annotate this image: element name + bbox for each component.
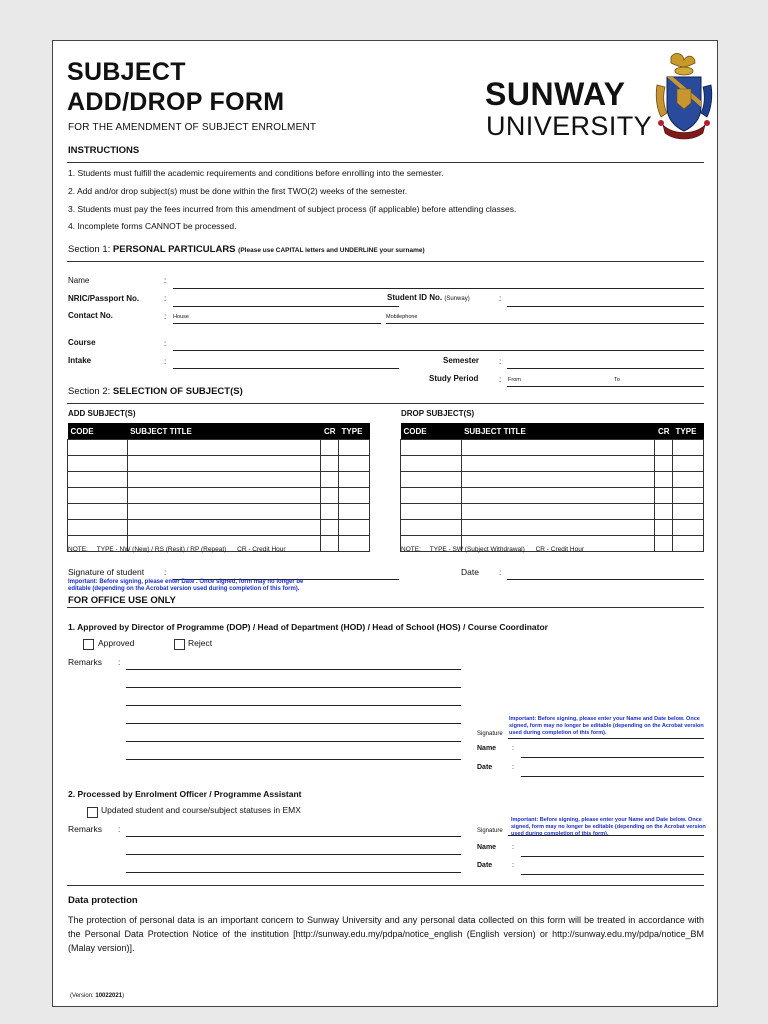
table-row bbox=[68, 472, 370, 488]
colon: : bbox=[499, 294, 502, 303]
column-header-type: TYPE bbox=[339, 423, 370, 440]
instruction-4: 4. Incomplete forms CANNOT be processed. bbox=[68, 221, 237, 231]
column-header-cr: CR bbox=[655, 423, 673, 440]
code-cell[interactable] bbox=[68, 456, 128, 472]
house-phone-field[interactable] bbox=[173, 323, 381, 324]
subject-title-cell[interactable] bbox=[461, 488, 655, 504]
student-important-note: Important: Before signing, please enter Date . Once signed, form may no longer be editable (depending on the Acrobat version used during completion of this form). bbox=[68, 579, 304, 592]
table-row bbox=[401, 520, 704, 536]
section1-prefix: Section 1: bbox=[68, 244, 113, 255]
approver-important-note: Important: Before signing, please enter your Name and Date below. Once signed, form may no longer be editable (depending on the Acrobat version used during completion of this form). bbox=[509, 716, 704, 736]
section2-prefix: Section 2: bbox=[68, 386, 113, 397]
table-row bbox=[401, 504, 704, 520]
form-sheet bbox=[52, 40, 718, 1007]
subject-title-cell[interactable] bbox=[461, 520, 655, 536]
colon: : bbox=[164, 339, 167, 348]
colon: : bbox=[512, 844, 514, 851]
remarks-1-line[interactable] bbox=[126, 705, 461, 706]
divider bbox=[67, 403, 704, 404]
column-header-subject-title: SUBJECT TITLE bbox=[127, 423, 321, 440]
form-title-line2: ADD/DROP FORM bbox=[67, 88, 285, 116]
table-row bbox=[68, 520, 370, 536]
cr-cell[interactable] bbox=[321, 472, 339, 488]
contact-label: Contact No. bbox=[68, 311, 113, 320]
add-subjects-table bbox=[67, 423, 370, 552]
mobile-label: Mobilephone bbox=[386, 314, 418, 320]
divider bbox=[67, 885, 704, 886]
approver-name-label: Name bbox=[477, 745, 497, 752]
code-cell[interactable] bbox=[401, 472, 462, 488]
approver-signature-label: Signature bbox=[477, 731, 503, 737]
student-id-label bbox=[387, 293, 470, 302]
intake-field[interactable] bbox=[173, 368, 399, 369]
student-id-note: (Sunway) bbox=[444, 296, 470, 302]
subject-title-cell[interactable] bbox=[127, 504, 321, 520]
section1-heading bbox=[68, 244, 425, 255]
instruction-1: 1. Students must fulfill the academic requirements and conditions before enrolling into the semester. bbox=[68, 168, 444, 178]
subject-title-cell[interactable] bbox=[127, 488, 321, 504]
type-cell[interactable] bbox=[673, 472, 704, 488]
type-cell[interactable] bbox=[673, 504, 704, 520]
cr-cell[interactable] bbox=[655, 440, 673, 456]
processor-name-label: Name bbox=[477, 844, 497, 851]
course-field[interactable] bbox=[173, 350, 704, 351]
cr-cell[interactable] bbox=[655, 472, 673, 488]
updated-emx-label: Updated student and course/subject statuses in EMX bbox=[101, 805, 301, 815]
student-date-field[interactable] bbox=[507, 579, 704, 580]
remarks-1-line[interactable] bbox=[126, 759, 461, 760]
semester-label: Semester bbox=[443, 356, 480, 365]
code-cell[interactable] bbox=[401, 520, 462, 536]
add-subjects-heading: ADD SUBJECT(S) bbox=[68, 409, 136, 418]
cr-cell[interactable] bbox=[321, 440, 339, 456]
subject-title-cell[interactable] bbox=[461, 504, 655, 520]
divider bbox=[67, 607, 704, 608]
mobile-phone-field[interactable] bbox=[386, 323, 704, 324]
section1-note: (Please use CAPITAL letters and UNDERLINE your surname) bbox=[238, 247, 425, 254]
type-cell[interactable] bbox=[339, 536, 370, 552]
student-id-field[interactable] bbox=[507, 306, 704, 307]
office-use-heading: FOR OFFICE USE ONLY bbox=[68, 595, 176, 606]
section1-title: PERSONAL PARTICULARS bbox=[112, 244, 236, 255]
logo-word-sunway: SUNWAY bbox=[485, 76, 626, 112]
type-cell[interactable] bbox=[339, 440, 370, 456]
type-cell[interactable] bbox=[339, 504, 370, 520]
remarks-1-line[interactable] bbox=[126, 687, 461, 688]
student-signature-label: Signature of student bbox=[68, 567, 145, 577]
colon: : bbox=[118, 658, 121, 667]
processor-important-note: Important: Before signing, please enter your Name and Date below. Once signed, form may no longer be editable (depending on the Acrobat version used during completion of this form). bbox=[511, 817, 706, 837]
table-row bbox=[401, 488, 704, 504]
study-period-label: Study Period bbox=[429, 374, 479, 383]
subject-title-cell[interactable] bbox=[461, 456, 655, 472]
approver-date-label: Date bbox=[477, 764, 493, 771]
subject-title-cell[interactable] bbox=[127, 520, 321, 536]
cr-cell[interactable] bbox=[655, 456, 673, 472]
table-row bbox=[68, 440, 370, 456]
logo-word-university: UNIVERSITY bbox=[486, 111, 653, 141]
table-row bbox=[401, 472, 704, 488]
remarks-label-2: Remarks bbox=[68, 824, 103, 834]
remarks-1-line[interactable] bbox=[126, 669, 461, 670]
cr-cell[interactable] bbox=[321, 504, 339, 520]
type-cell[interactable] bbox=[673, 520, 704, 536]
processor-name-field[interactable] bbox=[521, 856, 704, 857]
student-id-text: Student ID No. bbox=[387, 293, 443, 302]
approver-date-field[interactable] bbox=[521, 776, 704, 777]
approver-name-field[interactable] bbox=[521, 757, 704, 758]
processor-date-field[interactable] bbox=[521, 874, 704, 875]
subject-title-cell[interactable] bbox=[127, 440, 321, 456]
table-row bbox=[68, 504, 370, 520]
cr-cell[interactable] bbox=[321, 520, 339, 536]
subject-title-cell[interactable] bbox=[127, 472, 321, 488]
version-suffix: ) bbox=[122, 993, 125, 999]
cr-cell[interactable] bbox=[321, 456, 339, 472]
instruction-3: 3. Students must pay the fees incurred from this amendment of subject process (if applicable) before attending classes. bbox=[68, 204, 517, 214]
drop-table-note: NOTE: TYPE - SW (Subject Withdrawal) CR - Credit Hour bbox=[401, 546, 584, 553]
updated-emx-checkbox[interactable] bbox=[87, 807, 98, 818]
code-cell[interactable] bbox=[68, 520, 128, 536]
instructions-heading: INSTRUCTIONS bbox=[68, 145, 140, 156]
type-cell[interactable] bbox=[339, 456, 370, 472]
colon: : bbox=[164, 294, 167, 303]
colon: : bbox=[499, 357, 502, 366]
to-label: To bbox=[614, 377, 620, 383]
cr-cell[interactable] bbox=[655, 520, 673, 536]
code-cell[interactable] bbox=[401, 488, 462, 504]
remarks-2-line[interactable] bbox=[126, 872, 461, 873]
colon: : bbox=[164, 568, 167, 577]
version-number: 10022021 bbox=[95, 993, 123, 999]
form-subtitle: FOR THE AMENDMENT OF SUBJECT ENROLMENT bbox=[68, 122, 317, 133]
type-cell[interactable] bbox=[673, 536, 704, 552]
colon: : bbox=[164, 276, 167, 285]
subject-title-cell[interactable] bbox=[461, 440, 655, 456]
code-cell[interactable] bbox=[68, 472, 128, 488]
processor-signature-field[interactable] bbox=[508, 835, 704, 836]
type-cell[interactable] bbox=[339, 472, 370, 488]
data-protection-heading: Data protection bbox=[68, 895, 138, 906]
subject-title-cell[interactable] bbox=[461, 472, 655, 488]
table-row bbox=[401, 440, 704, 456]
table-row bbox=[68, 456, 370, 472]
table-row bbox=[68, 488, 370, 504]
nric-field[interactable] bbox=[173, 306, 399, 307]
subject-title-cell[interactable] bbox=[127, 456, 321, 472]
reject-label: Reject bbox=[188, 638, 213, 648]
processed-heading: 2. Processed by Enrolment Officer / Programme Assistant bbox=[68, 789, 302, 799]
intake-label: Intake bbox=[68, 356, 92, 365]
code-cell[interactable] bbox=[401, 504, 462, 520]
name-label: Name bbox=[68, 276, 90, 285]
divider bbox=[67, 162, 704, 163]
student-date-label: Date bbox=[461, 567, 479, 577]
remarks-2-line[interactable] bbox=[126, 854, 461, 855]
column-header-code: CODE bbox=[68, 423, 128, 440]
type-cell[interactable] bbox=[339, 488, 370, 504]
colon: : bbox=[118, 825, 121, 834]
type-cell[interactable] bbox=[673, 456, 704, 472]
semester-field[interactable] bbox=[507, 368, 704, 369]
cr-cell[interactable] bbox=[655, 504, 673, 520]
code-cell[interactable] bbox=[68, 488, 128, 504]
approved-label: Approved bbox=[98, 638, 135, 648]
approver-signature-field[interactable] bbox=[508, 738, 704, 739]
data-protection-text: The protection of personal data is an important concern to Sunway University and any personal data collected on this form will be treated in accordance with the Personal Data Protection Notice of the institution [http://sunway.edu.my/pdpa/notice_english (English version) or http://sunway.edu.my/pdpa/notice_BM (Malay version)]. bbox=[68, 915, 704, 953]
name-field[interactable] bbox=[173, 288, 704, 289]
divider bbox=[67, 261, 704, 262]
type-cell[interactable] bbox=[673, 488, 704, 504]
colon: : bbox=[499, 568, 502, 577]
type-cell[interactable] bbox=[673, 440, 704, 456]
section2-heading bbox=[68, 386, 243, 397]
nric-label: NRIC/Passport No. bbox=[68, 294, 140, 303]
code-cell[interactable] bbox=[68, 504, 128, 520]
section2-title: SELECTION OF SUBJECT(S) bbox=[112, 386, 243, 397]
column-header-cr: CR bbox=[321, 423, 339, 440]
drop-subjects-heading: DROP SUBJECT(S) bbox=[401, 409, 475, 418]
colon: : bbox=[512, 745, 514, 752]
code-cell[interactable] bbox=[401, 440, 462, 456]
drop-subjects-table bbox=[400, 423, 704, 552]
colon: : bbox=[512, 862, 514, 869]
approved-checkbox[interactable] bbox=[83, 639, 94, 650]
add-table-note: NOTE: TYPE - NW (New) / RS (Resit) / RP (Repeat) CR - Credit Hour bbox=[68, 546, 286, 553]
cr-cell[interactable] bbox=[321, 536, 339, 552]
type-cell[interactable] bbox=[339, 520, 370, 536]
cr-cell[interactable] bbox=[655, 488, 673, 504]
cr-cell[interactable] bbox=[321, 488, 339, 504]
colon: : bbox=[164, 312, 167, 321]
colon: : bbox=[164, 357, 167, 366]
processor-date-label: Date bbox=[477, 862, 493, 869]
reject-checkbox[interactable] bbox=[174, 639, 185, 650]
version-prefix: (Version: bbox=[70, 993, 96, 999]
remarks-2-line[interactable] bbox=[126, 836, 461, 837]
remarks-label-1: Remarks bbox=[68, 657, 103, 667]
remarks-1-line[interactable] bbox=[126, 723, 461, 724]
instruction-2: 2. Add and/or drop subject(s) must be done within the first TWO(2) weeks of the semester. bbox=[68, 186, 408, 196]
colon: : bbox=[499, 375, 502, 384]
university-crest-icon bbox=[653, 51, 715, 145]
cr-cell[interactable] bbox=[655, 536, 673, 552]
remarks-1-line[interactable] bbox=[126, 741, 461, 742]
table-row bbox=[401, 456, 704, 472]
from-label: From bbox=[508, 377, 521, 383]
study-period-field[interactable] bbox=[507, 386, 704, 387]
form-title-line1: SUBJECT bbox=[67, 58, 186, 86]
column-header-subject-title: SUBJECT TITLE bbox=[461, 423, 655, 440]
processor-signature-label: Signature bbox=[477, 828, 503, 834]
code-cell[interactable] bbox=[401, 456, 462, 472]
approval-heading: 1. Approved by Director of Programme (DOP) / Head of Department (HOD) / Head of School (HOS) / Course Coordinator bbox=[68, 622, 548, 632]
column-header-type: TYPE bbox=[673, 423, 704, 440]
colon: : bbox=[512, 764, 514, 771]
house-label: House bbox=[173, 314, 189, 320]
code-cell[interactable] bbox=[68, 440, 128, 456]
course-label: Course bbox=[68, 338, 96, 347]
column-header-code: CODE bbox=[401, 423, 462, 440]
version-label bbox=[70, 993, 124, 999]
